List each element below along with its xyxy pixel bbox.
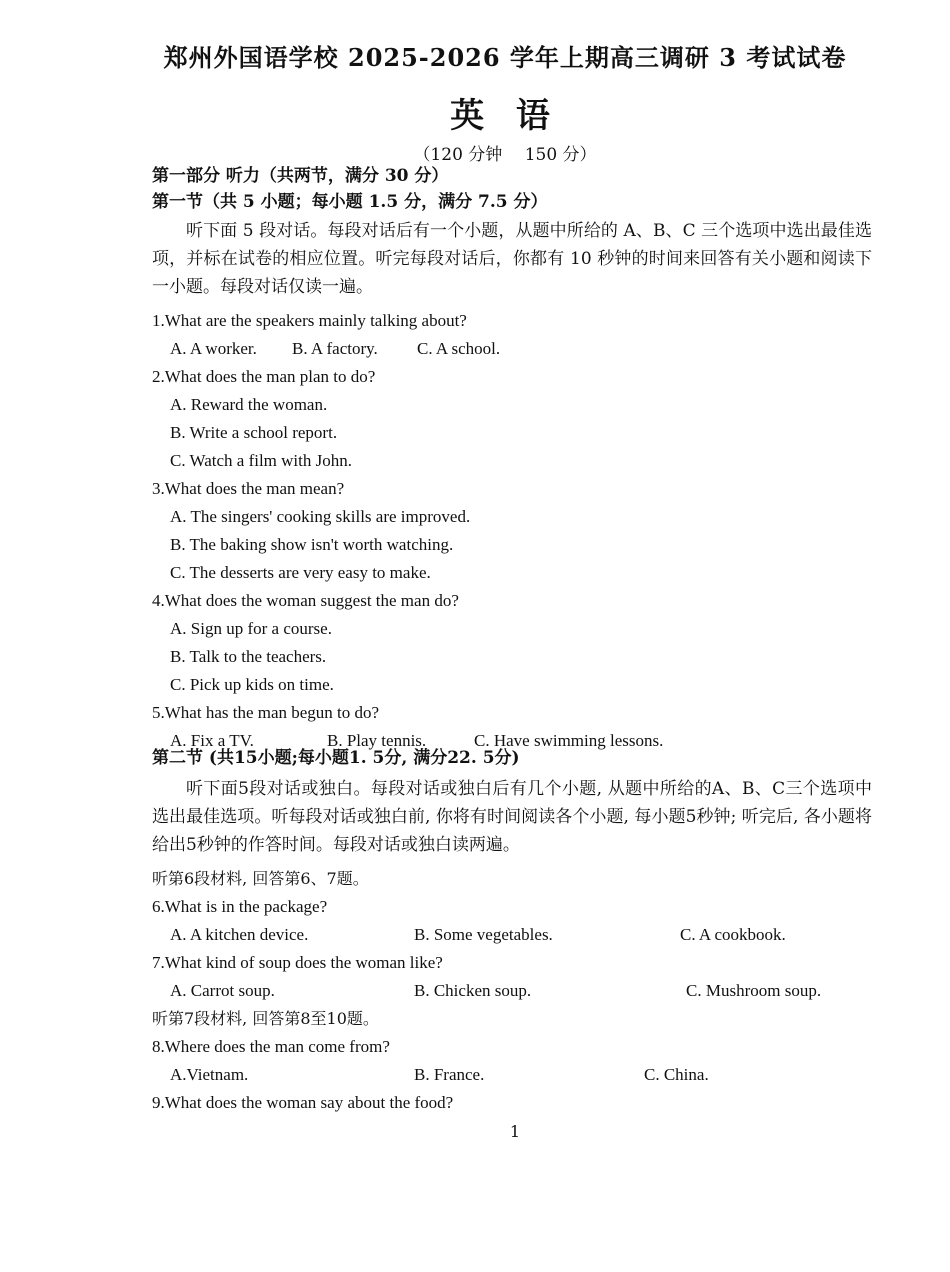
option-b: B. Some vegetables. — [414, 925, 553, 944]
question-text: 8.Where does the man come from? — [152, 1037, 390, 1056]
option-c: C. A cookbook. — [680, 925, 786, 944]
option-c: C. The desserts are very easy to make. — [170, 563, 431, 582]
question-7 — [152, 949, 872, 1005]
option-row — [152, 921, 872, 949]
option-a: A.Vietnam. — [170, 1065, 249, 1084]
question-text: 1.What are the speakers mainly talking about? — [152, 311, 467, 330]
question-text: 9.What does the woman say about the food? — [152, 1093, 454, 1112]
page-number: 1 — [509, 1122, 521, 1141]
question-text: 7.What kind of soup does the woman like? — [152, 953, 443, 972]
material-note-6: 听第6段材料, 回答第6、7题。 — [152, 869, 369, 888]
question-text: 5.What has the man begun to do? — [152, 703, 380, 722]
part1-heading: 第一部分 听力（共两节，满分 30 分） — [152, 166, 449, 186]
section1-heading: 第一节（共 5 小题；每小题 1.5 分，满分 7.5 分） — [152, 192, 548, 212]
subject-title: 英 语 — [450, 96, 560, 136]
question-8 — [152, 1033, 872, 1089]
option-b: B. A factory. — [292, 339, 378, 358]
option-a: A. A kitchen device. — [170, 925, 309, 944]
option-b: B. Talk to the teachers. — [170, 647, 327, 666]
option-a: A. The singers' cooking skills are improved. — [170, 507, 471, 526]
exam-timing: （120 分钟 150 分） — [413, 145, 597, 165]
material-note-7: 听第7段材料, 回答第8至10题。 — [152, 1009, 379, 1028]
section1-instructions: 听下面 5 段对话。每段对话后有一个小题，从题中所给的 A、B、C 三个选项中选出最佳选项，并标在试卷的相应位置。听完每段对话后，你都有 10 秒钟的时间来回答有关小题和阅读下一小题。每段对话仅读一遍。 — [152, 221, 872, 297]
question-text: 3.What does the man mean? — [152, 479, 345, 498]
question-9 — [152, 1089, 872, 1117]
option-a: A. Carrot soup. — [170, 981, 275, 1000]
option-b: B. Play tennis. — [327, 731, 427, 750]
question-4 — [152, 587, 872, 699]
question-3 — [152, 475, 872, 587]
option-c: C. Mushroom soup. — [686, 981, 822, 1000]
option-b: B. France. — [414, 1065, 485, 1084]
option-row — [152, 1061, 872, 1089]
option-b: B. Chicken soup. — [414, 981, 532, 1000]
exam-title: 郑州外国语学校 2025-2026 学年上期高三调研 3 考试试卷 — [163, 43, 847, 72]
question-text: 6.What is in the package? — [152, 897, 328, 916]
option-c: C. Watch a film with John. — [170, 451, 352, 470]
option-b: B. Write a school report. — [170, 423, 338, 442]
question-6 — [152, 893, 872, 949]
section2-heading: 第二节 (共15小题;每小题1. 5分, 满分22. 5分) — [152, 748, 520, 768]
option-b: B. The baking show isn't worth watching. — [170, 535, 454, 554]
option-row — [152, 977, 872, 1005]
option-c: C. Have swimming lessons. — [474, 731, 664, 750]
question-text: 4.What does the woman suggest the man do? — [152, 591, 459, 610]
part1-section2 — [152, 745, 872, 1117]
option-c: C. A school. — [417, 339, 501, 358]
section2-instructions: 听下面5段对话或独白。每段对话或独白后有几个小题, 从题中所给的A、B、C三个选项中选出最佳选项。听每段对话或独白前, 你将有时间阅读各个小题, 每小题5秒钟; 听完后, 各小题将给出5秒钟的作答时间。每段对话或独白读两遍。 — [152, 779, 872, 855]
part1-section1 — [152, 163, 872, 755]
option-a: A. Sign up for a course. — [170, 619, 332, 638]
question-1 — [152, 307, 872, 363]
option-c: C. Pick up kids on time. — [170, 675, 334, 694]
option-c: C. China. — [644, 1065, 709, 1084]
question-text: 2.What does the man plan to do? — [152, 367, 376, 386]
option-a: A. Reward the woman. — [170, 395, 328, 414]
option-a: A. Fix a TV. — [170, 731, 254, 750]
question-2 — [152, 363, 872, 475]
option-row — [152, 335, 872, 363]
option-a: A. A worker. — [170, 339, 257, 358]
